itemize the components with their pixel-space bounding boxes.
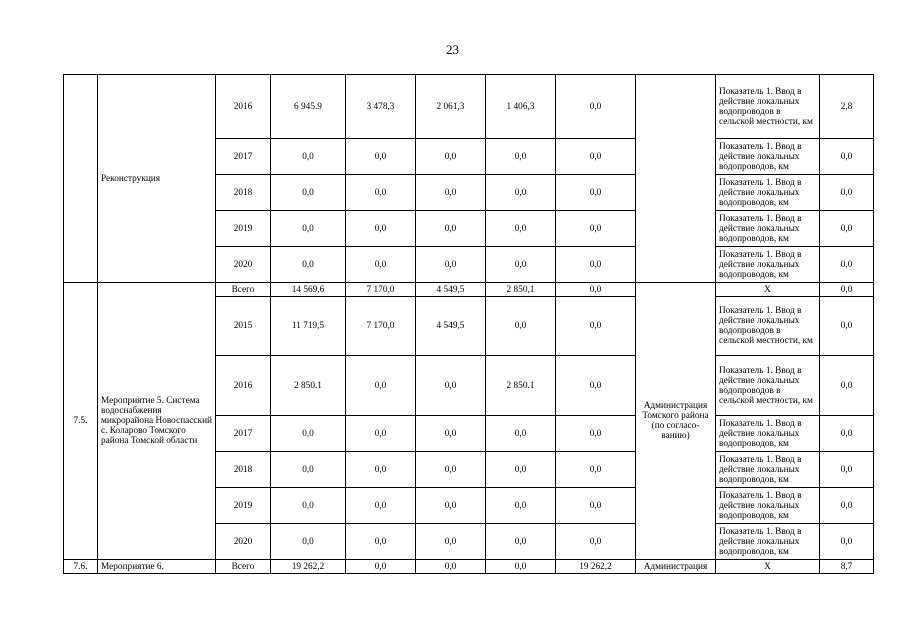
indicator-value-cell: 2,8 [820, 75, 874, 139]
measure-name-cell: Реконструкция [98, 75, 216, 283]
year-cell: 2016 [216, 75, 271, 139]
funding-cell: 0,0 [556, 139, 636, 175]
indicator-cell: Показатель 1. Ввод в действие локальных водопроводов, км [716, 452, 820, 488]
funding-cell: 0,0 [486, 416, 556, 452]
indicator-value-cell: 8,7 [820, 560, 874, 574]
funding-cell: 0,0 [416, 139, 486, 175]
funding-cell: 0,0 [556, 416, 636, 452]
funding-cell: 0,0 [556, 524, 636, 560]
funding-cell: 0,0 [416, 211, 486, 247]
funding-cell: 0,0 [486, 452, 556, 488]
funding-cell: 0,0 [346, 356, 416, 416]
indicator-value-cell: 0,0 [820, 488, 874, 524]
indicator-value-cell: 0,0 [820, 211, 874, 247]
funding-cell: 19 262,2 [556, 560, 636, 574]
table-row [64, 283, 874, 297]
total-cell: 0,0 [271, 211, 346, 247]
total-cell: 0,0 [271, 524, 346, 560]
funding-cell: 0,0 [556, 488, 636, 524]
funding-cell: 0,0 [486, 211, 556, 247]
funding-cell: 0,0 [346, 488, 416, 524]
indicator-value-cell: 0,0 [820, 416, 874, 452]
funding-cell: 0,0 [486, 560, 556, 574]
funding-cell: 0,0 [416, 175, 486, 211]
year-cell: Всего [216, 560, 271, 574]
funding-cell: 0,0 [486, 297, 556, 356]
year-cell: 2016 [216, 356, 271, 416]
indicator-cell: Показатель 1. Ввод в действие локальных водопроводов, км [716, 524, 820, 560]
indicator-cell: Показатель 1. Ввод в действие локальных водопроводов, км [716, 247, 820, 283]
executor-cell [636, 75, 716, 283]
total-cell: 0,0 [271, 488, 346, 524]
funding-cell: 7 170,0 [346, 283, 416, 297]
page-number: 23 [446, 42, 459, 57]
funding-cell: 0,0 [556, 452, 636, 488]
funding-cell: 0,0 [556, 75, 636, 139]
indicator-cell: Х [716, 560, 820, 574]
year-cell: 2018 [216, 175, 271, 211]
funding-cell: 7 170,0 [346, 297, 416, 356]
indicator-cell: Х [716, 283, 820, 297]
item-number-cell: 7.6. [64, 560, 98, 574]
total-cell: 0,0 [271, 139, 346, 175]
indicator-value-cell: 0,0 [820, 139, 874, 175]
measure-name-cell: Мероприятие 6. [98, 560, 216, 574]
indicator-value-cell: 0,0 [820, 297, 874, 356]
funding-cell: 0,0 [416, 416, 486, 452]
indicator-value-cell: 0,0 [820, 247, 874, 283]
executor-cell: Администрация Томского района (по согласо-ванию) [636, 283, 716, 560]
indicator-cell: Показатель 1. Ввод в действие локальных водопроводов, км [716, 488, 820, 524]
funding-cell: 0,0 [556, 211, 636, 247]
funding-cell: 4 549,5 [416, 297, 486, 356]
funding-cell: 2 061,3 [416, 75, 486, 139]
funding-cell: 0,0 [346, 524, 416, 560]
funding-cell: 0,0 [346, 175, 416, 211]
funding-cell: 0,0 [416, 560, 486, 574]
total-cell: 0,0 [271, 175, 346, 211]
funding-cell: 2 850.1 [486, 356, 556, 416]
year-cell: 2020 [216, 524, 271, 560]
year-cell: 2015 [216, 297, 271, 356]
funding-cell: 0,0 [556, 356, 636, 416]
funding-cell: 0,0 [486, 524, 556, 560]
year-cell: 2019 [216, 211, 271, 247]
indicator-value-cell: 0,0 [820, 524, 874, 560]
year-cell: Всего [216, 283, 271, 297]
indicator-cell: Показатель 1. Ввод в действие локальных водопроводов в сельской местности, км [716, 75, 820, 139]
indicator-cell: Показатель 1. Ввод в действие локальных водопроводов, км [716, 416, 820, 452]
item-number-cell: 7.5. [64, 283, 98, 560]
funding-cell: 0,0 [346, 139, 416, 175]
funding-cell: 0,0 [486, 175, 556, 211]
funding-cell: 3 478,3 [346, 75, 416, 139]
funding-cell: 0,0 [416, 452, 486, 488]
table-row [64, 75, 874, 139]
funding-cell: 0,0 [556, 175, 636, 211]
funding-cell: 1 406,3 [486, 75, 556, 139]
measure-name-cell: Мероприятие 5. Система водоснабжения микрорайона Новоспасский с. Коларово Томского района Томской области [98, 283, 216, 560]
funding-cell: 0,0 [346, 247, 416, 283]
indicator-cell: Показатель 1. Ввод в действие локальных водопроводов, км [716, 139, 820, 175]
total-cell: 14 569,6 [271, 283, 346, 297]
indicator-value-cell: 0,0 [820, 356, 874, 416]
funding-cell: 4 549,5 [416, 283, 486, 297]
funding-cell: 0,0 [556, 297, 636, 356]
indicator-value-cell: 0,0 [820, 175, 874, 211]
total-cell: 2 850.1 [271, 356, 346, 416]
year-cell: 2017 [216, 416, 271, 452]
indicator-cell: Показатель 1. Ввод в действие локальных водопроводов, км [716, 175, 820, 211]
funding-cell: 0,0 [486, 488, 556, 524]
item-number-cell [64, 75, 98, 283]
indicator-cell: Показатель 1. Ввод в действие локальных водопроводов, км [716, 211, 820, 247]
funding-cell: 0,0 [486, 139, 556, 175]
indicator-cell: Показатель 1. Ввод в действие локальных водопроводов в сельской местности, км [716, 297, 820, 356]
total-cell: 0,0 [271, 416, 346, 452]
funding-cell: 0,0 [416, 356, 486, 416]
funding-cell: 2 850,1 [486, 283, 556, 297]
funding-cell: 0,0 [346, 560, 416, 574]
funding-cell: 0,0 [416, 488, 486, 524]
table-row [64, 560, 874, 574]
total-cell: 11 719,5 [271, 297, 346, 356]
funding-cell: 0,0 [486, 247, 556, 283]
indicator-cell: Показатель 1. Ввод в действие локальных водопроводов в сельской местности, км [716, 356, 820, 416]
program-table [63, 74, 874, 574]
year-cell: 2017 [216, 139, 271, 175]
indicator-value-cell: 0,0 [820, 452, 874, 488]
year-cell: 2019 [216, 488, 271, 524]
funding-cell: 0,0 [416, 524, 486, 560]
funding-cell: 0,0 [346, 211, 416, 247]
funding-cell: 0,0 [556, 247, 636, 283]
funding-cell: 0,0 [556, 283, 636, 297]
total-cell: 6 945.9 [271, 75, 346, 139]
total-cell: 0,0 [271, 247, 346, 283]
funding-cell: 0,0 [346, 452, 416, 488]
funding-cell: 0,0 [416, 247, 486, 283]
executor-cell: Администрация [636, 560, 716, 574]
total-cell: 0,0 [271, 452, 346, 488]
year-cell: 2020 [216, 247, 271, 283]
year-cell: 2018 [216, 452, 271, 488]
indicator-value-cell: 0,0 [820, 283, 874, 297]
total-cell: 19 262,2 [271, 560, 346, 574]
funding-cell: 0,0 [346, 416, 416, 452]
